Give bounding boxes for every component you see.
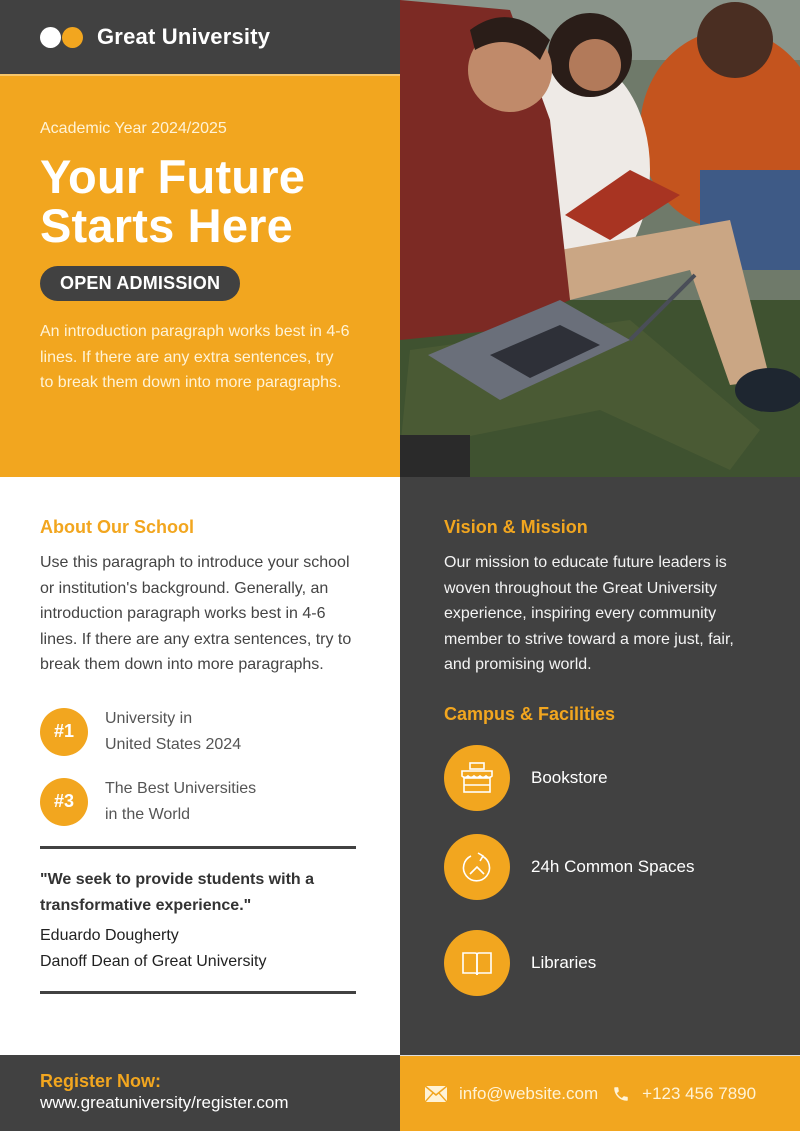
store-icon	[444, 745, 510, 811]
clock-cycle-icon	[444, 834, 510, 900]
mission-section	[400, 477, 800, 1055]
rank-text-line2: United States 2024	[105, 735, 242, 753]
book-icon	[444, 930, 510, 996]
dean-quote: "We seek to provide students with a transformative experience."	[40, 870, 315, 914]
logo-dot-orange	[62, 27, 83, 48]
hero-intro: An introduction paragraph works best in 4-6 lines. If there are any extra sentences, try to break them down into more paragraphs.	[40, 323, 350, 391]
about-section	[0, 477, 400, 1055]
contact-phone[interactable]: +123 456 7890	[642, 1083, 757, 1103]
logo-icon	[40, 27, 83, 48]
rank-item	[40, 706, 360, 758]
photo-illustration	[400, 0, 800, 477]
contact-email[interactable]: info@website.com	[459, 1083, 599, 1103]
facility-list	[444, 745, 760, 996]
rank-text-line1: University in	[105, 709, 193, 727]
mail-icon	[425, 1086, 447, 1102]
rank-text	[105, 776, 256, 828]
hero-title-line1: Your Future	[40, 150, 306, 203]
brand-header	[0, 0, 400, 74]
hero-title-line2: Starts Here	[40, 199, 293, 252]
rank-text-line1: The Best Universities	[105, 779, 257, 797]
logo-dot-white	[40, 27, 61, 48]
academic-year: Academic Year 2024/2025	[40, 120, 227, 137]
facility-label: 24h Common Spaces	[531, 856, 695, 876]
hero-section	[0, 74, 400, 477]
about-heading: About Our School	[40, 517, 194, 537]
mission-heading: Vision & Mission	[444, 517, 588, 537]
quote-author-role: Danoff Dean of Great University	[40, 952, 267, 970]
quote-author-name: Eduardo Dougherty	[40, 926, 179, 944]
rank-text	[105, 706, 241, 758]
facility-label: Libraries	[531, 952, 597, 972]
facility-item-common-spaces	[444, 834, 760, 900]
contact-footer	[400, 1055, 800, 1131]
divider	[40, 846, 356, 849]
register-link[interactable]: www.greatuniversity/register.com	[40, 1093, 289, 1112]
register-label: Register Now:	[40, 1071, 162, 1091]
rank-item	[40, 776, 360, 828]
brand-name: Great University	[97, 24, 271, 49]
rank-text-line2: in the World	[105, 805, 191, 823]
facilities-heading: Campus & Facilities	[444, 703, 616, 724]
open-admission-badge: OPEN ADMISSION	[40, 266, 240, 301]
hero-title	[40, 152, 360, 250]
quote-author	[40, 923, 360, 975]
facility-label: Bookstore	[531, 767, 608, 787]
facility-item-libraries	[444, 930, 760, 996]
phone-icon	[612, 1085, 630, 1103]
about-text: Use this paragraph to introduce your school or institution's background. Generally, an introduction paragraph works best in 4-6 lines. If there are any extra sentences, try to break them down into more paragraphs.	[40, 554, 352, 673]
students-photo	[400, 0, 800, 477]
rank-list	[40, 706, 360, 828]
mission-text: Our mission to educate future leaders is woven throughout the Great University experience, inspiring every community member to strive toward a more just, fair, and promising world.	[444, 554, 734, 673]
register-footer	[0, 1055, 400, 1131]
rank-badge: #1	[40, 708, 88, 756]
facility-item-bookstore	[444, 745, 760, 811]
divider	[40, 991, 356, 994]
rank-badge: #3	[40, 778, 88, 826]
